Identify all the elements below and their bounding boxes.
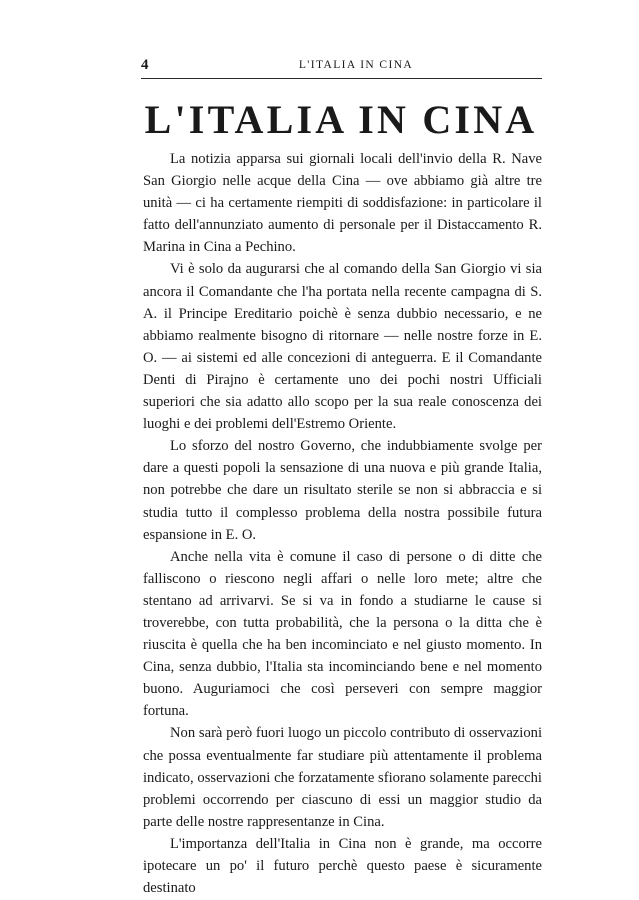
paragraph: Non sarà però fuori luogo un piccolo contributo di osservazioni che possa eventualmente far studiare più attentamente il problema indicato, osservazioni che forzatamente sfiorano solamente parecchi problemi occorrendo per ciascuno di essi un maggior studio da parte delle nostre rappresentanze in Cina. bbox=[143, 725, 542, 830]
paragraph: Anche nella vita è comune il caso di persone o di ditte che falliscono o riescono negli affari o nelle loro mete; altre che stentano ad arrivarvi. Se si va in fondo a studiarne le cause si troverebbe, con tutta probabilità, che la persona o la ditta che è riuscita è quella che ha ben incominciato e nel giusto momento. In Cina, senza dubbio, l'Italia sta incominciando bene e nel momento buono. Auguriamoci che così perseveri con sempre maggior fortuna. bbox=[143, 548, 542, 720]
paragraph: L'importanza dell'Italia in Cina non è grande, ma occorre ipotecare un po' il futuro perchè questo paese è sicuramente destinato bbox=[143, 835, 542, 897]
paragraph: Vi è solo da augurarsi che al comando della San Giorgio vi sia ancora il Comandante che l'ha portata nella recente campagna di S. A. il Principe Ereditario poichè è senza dubbio necessario, e ne abbiamo realmente bisogno di ritornare — nelle nostre forze in E. O. — ai sistemi ed alle concezioni di anteguerra. E il Comandante Denti di Pirajno è certamente uno dei pochi nostri Ufficiali superiori che sia adatto allo scopo per la sua reale conoscenza dei luoghi e dei problemi dell'Estremo Oriente. bbox=[143, 261, 542, 433]
article-title: L'ITALIA IN CINA bbox=[144, 97, 538, 142]
running-header bbox=[141, 57, 541, 77]
paragraph: Lo sforzo del nostro Governo, che indubbiamente svolge per dare a questi popoli la sensazione di una nuova e più grande Italia, non potrebbe che dare un risultato sterile se non si abbraccia e si studia tutto il complesso problema della nostra possibile futura espansione in E. O. bbox=[143, 438, 542, 543]
header-rule bbox=[141, 78, 542, 79]
running-title: L'ITALIA IN CINA bbox=[298, 59, 414, 71]
paragraph: La notizia apparsa sui giornali locali dell'invio della R. Nave San Giorgio nelle acque della Cina — ove abbiamo già altre tre unità — ci ha certamente riempiti di soddisfazione: in particolare il fatto dell'annunziato aumento di personale per il Distaccamento R. Marina in Cina a Pechino. bbox=[143, 151, 542, 256]
page-number: 4 bbox=[141, 57, 149, 73]
article-body bbox=[143, 148, 542, 899]
